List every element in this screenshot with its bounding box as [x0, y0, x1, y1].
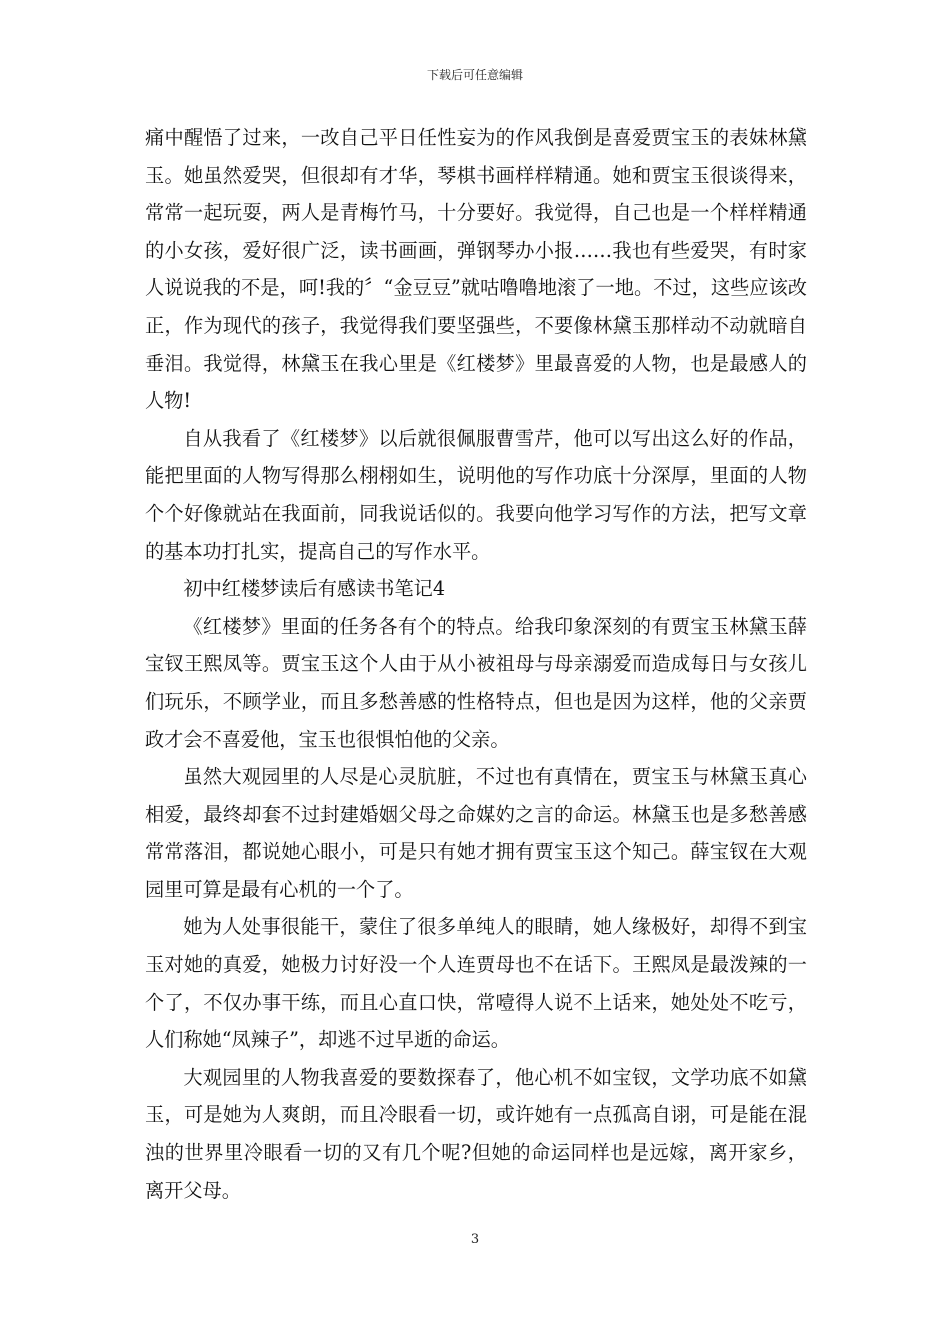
paragraph-2: 自从我看了《红楼梦》以后就很佩服曹雪芹，他可以写出这么好的作品，能把里面的人物写得那么栩栩如生，说明他的写作功底十分深厚，里面的人物个个好像就站在我面前，同我说话似的。我要向他学习写作的方法，把写文章的基本功打扎实，提高自己的写作水平。 — [145, 426, 807, 563]
page-number: 3 — [470, 1232, 480, 1247]
section-heading: 初中红楼梦读后有感读书笔记4 — [183, 577, 446, 601]
paragraph-3: 《红楼梦》里面的任务各有个的特点。给我印象深刻的有贾宝玉林黛玉薛宝钗王熙凤等。贾宝玉这个人由于从小被祖母与母亲溺爱而造成每日与女孩儿们玩乐，不顾学业，而且多愁善感的性格特点，但也是因为这样，他的父亲贾政才会不喜爱他，宝玉也很惧怕他的父亲。 — [145, 614, 807, 751]
paragraph-4: 虽然大观园里的人尽是心灵肮脏，不过也有真情在，贾宝玉与林黛玉真心相爱，最终却套不过封建婚姻父母之命媒妁之言的命运。林黛玉也是多愁善感常常落泪，都说她心眼小，可是只有她才拥有贾宝玉这个知己。薛宝钗在大观园里可算是最有心机的一个了。 — [145, 765, 807, 901]
header-text: 下载后可任意编辑 — [426, 68, 523, 82]
paragraph-1: 痛中醒悟了过来，一改自己平日任性妄为的作风我倒是喜爱贾宝玉的表妹林黛玉。她虽然爱哭，但很却有才华，琴棋书画样样精通。她和贾宝玉很谈得来，常常一起玩耍，两人是青梅竹马，十分要好。我觉得，自己也是一个样样精通的小女孩，爱好很广泛，读书画画，弹钢琴办小报……我也有些爱哭，有时家人说说我的不是，呵!我的〞“金豆豆”就咕噜噜地滚了一地。不过，这些应该改正，作为现代的孩子，我觉得我们要坚强些，不要像林黛玉那样动不动就暗自垂泪。我觉得，林黛玉在我心里是《红楼梦》里最喜爱的人物，也是最感人的人物! — [145, 126, 807, 413]
document-body — [145, 119, 807, 1209]
page-footer — [0, 1232, 950, 1247]
paragraph-5: 她为人处事很能干，蒙住了很多单纯人的眼睛，她人缘极好，却得不到宝玉对她的真爱，她极力讨好没一个人连贾母也不在话下。王熙凤是最泼辣的一个了，不仅办事干练，而且心直口快，常噎得人说不上话来，她处处不吃亏，人们称她“凤辣子”，却逃不过早逝的命运。 — [145, 915, 807, 1052]
page-header — [0, 66, 950, 83]
paragraph-6: 大观园里的人物我喜爱的要数探春了，他心机不如宝钗，文学功底不如黛玉，可是她为人爽朗，而且冷眼看一切，或许她有一点孤高自诩，可是能在混浊的世界里冷眼看一切的又有几个呢?但她的命运同样也是远嫁，离开家乡，离开父母。 — [145, 1065, 807, 1202]
